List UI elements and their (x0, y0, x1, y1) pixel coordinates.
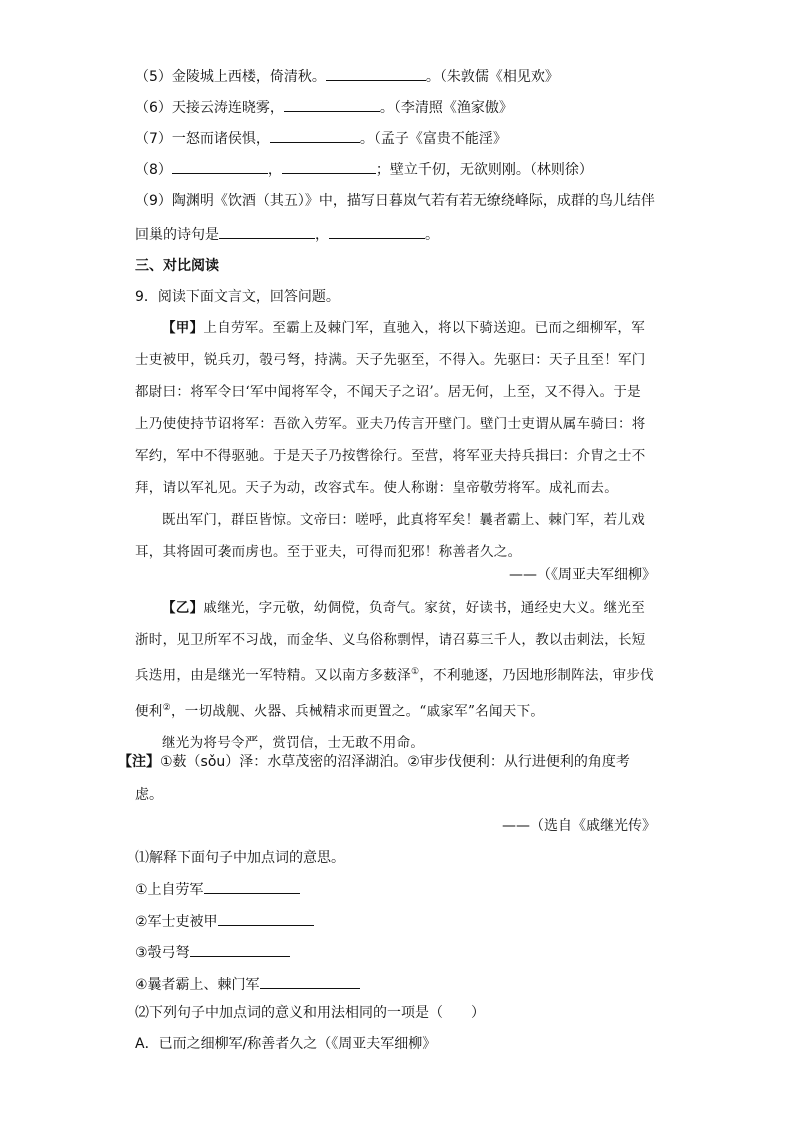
option-a[interactable]: A．已而之细柳军/称善者久之（《周亚夫军细柳》 (135, 1036, 437, 1052)
passage-jia (135, 312, 660, 568)
passage-line: 【甲】上自劳军。至霸上及棘门军，直驰入，将以下骑送迎。已而之细柳军，军 (162, 320, 646, 336)
question-stem: 9．阅读下面文言文，回答问题。 (135, 289, 340, 305)
answer-blank[interactable] (218, 911, 314, 926)
passage-line: 继光为将号令严，赏罚信，士无敢不用命。 (162, 735, 425, 751)
section-title: 三、对比阅读 (135, 258, 219, 274)
question-6: （6）天接云涛连晓雾， 。（李清照《渔家傲》 (135, 97, 513, 118)
passage-line: 军约，军中不得驱驰。于是天子乃按辔徐行。至营，将军亚夫持兵揖曰：介胄之士不 (135, 448, 646, 464)
answer-blank[interactable] (284, 97, 380, 112)
subquestion-1: ⑴解释下面句子中加点词的意思。 (135, 850, 345, 866)
source-jia: ——（《周亚夫军细柳》 (509, 567, 656, 583)
subquestion-2: ⑵下列句子中加点词的意义和用法相同的一项是（ ） (135, 1005, 485, 1021)
answer-blank[interactable] (204, 879, 300, 894)
question-5: （5）金陵城上西楼，倚清秋。 。（朱敦儒《相见欢》 (135, 66, 559, 87)
subquestion-item: ②军士吏被甲 (135, 911, 314, 932)
answer-blank[interactable] (190, 942, 290, 957)
passage-line: 既出军门，群臣皆惊。文帝曰：嗟呼，此真将军矣！曩者霸上、棘门军，若儿戏 (162, 512, 645, 528)
answer-blank[interactable] (172, 159, 268, 174)
passage-line: 【乙】戚继光，字元敬，幼倜傥，负奇气。家贫，好读书，通经史大义。继光至 (162, 600, 646, 616)
answer-blank[interactable] (282, 159, 376, 174)
subquestion-item: ④曩者霸上、棘门军 (135, 974, 360, 995)
answer-blank[interactable] (329, 224, 425, 239)
passage-yi (135, 592, 660, 759)
answer-blank[interactable] (219, 224, 315, 239)
subquestion-item: ③彀弓弩 (135, 942, 290, 963)
passage-line: 拜，请以军礼见。天子为动，改容式车。使人称谢：皇帝敬劳将军。成礼而去。 (135, 480, 618, 496)
passage-line: 上乃使使持节诏将军：吾欲入劳军。亚夫乃传言开壁门。壁门士吏谓从属车骑曰：将 (135, 416, 646, 432)
subquestion-item: ①上自劳军 (135, 879, 300, 900)
footnote-marker: ② (162, 702, 171, 713)
source-yi: ——（选自《戚继光传》 (502, 818, 656, 834)
footnote-marker: ① (411, 667, 420, 677)
answer-blank[interactable] (270, 128, 360, 143)
passage-line: 耳，其将固可袭而虏也。至于亚夫，可得而犯邪！称善者久之。 (135, 544, 522, 560)
question-9-line2: 回巢的诗句是 ， 。 (135, 224, 439, 245)
answer-blank[interactable] (260, 974, 360, 989)
passage-line: 兵迭用，由是继光一军特精。又以南方多薮泽①，不利驰逐，乃因地形制阵法，审步伐 (135, 667, 654, 684)
question-8: （8） ， ；壁立千仞，无欲则刚。（林则徐） (135, 159, 593, 180)
note-line: 虑。 (135, 787, 163, 803)
question-9-line1: （9）陶渊明《饮酒（其五）》中，描写日暮岚气若有若无缭绕峰际，成群的鸟儿结伴 (135, 193, 655, 209)
answer-blank[interactable] (326, 66, 426, 81)
passage-line: 便利②，一切战舰、火器、兵械精求而更置之。“戚家军”名闻天下。 (135, 702, 545, 719)
passage-line: 浙时，见卫所军不习战，而金华、义乌俗称剽悍，请召募三千人，教以击刺法，长短 (135, 632, 646, 648)
passage-line: 都尉曰：将军令曰‘军中闻将军令，不闻天子之诏’。居无何，上至，又不得入。于是 (135, 384, 641, 400)
note-line: 【注】①薮（sǒu）泽：水草茂密的沼泽湖泊。②审步伐便利：从行进便利的角度考 (118, 754, 630, 770)
question-7: （7）一怒而诸侯惧， 。（孟子《富贵不能淫》 (135, 128, 507, 149)
passage-line: 士吏被甲，锐兵刃，彀弓弩，持满。天子先驱至，不得入。先驱曰：天子且至！军门 (135, 352, 646, 368)
